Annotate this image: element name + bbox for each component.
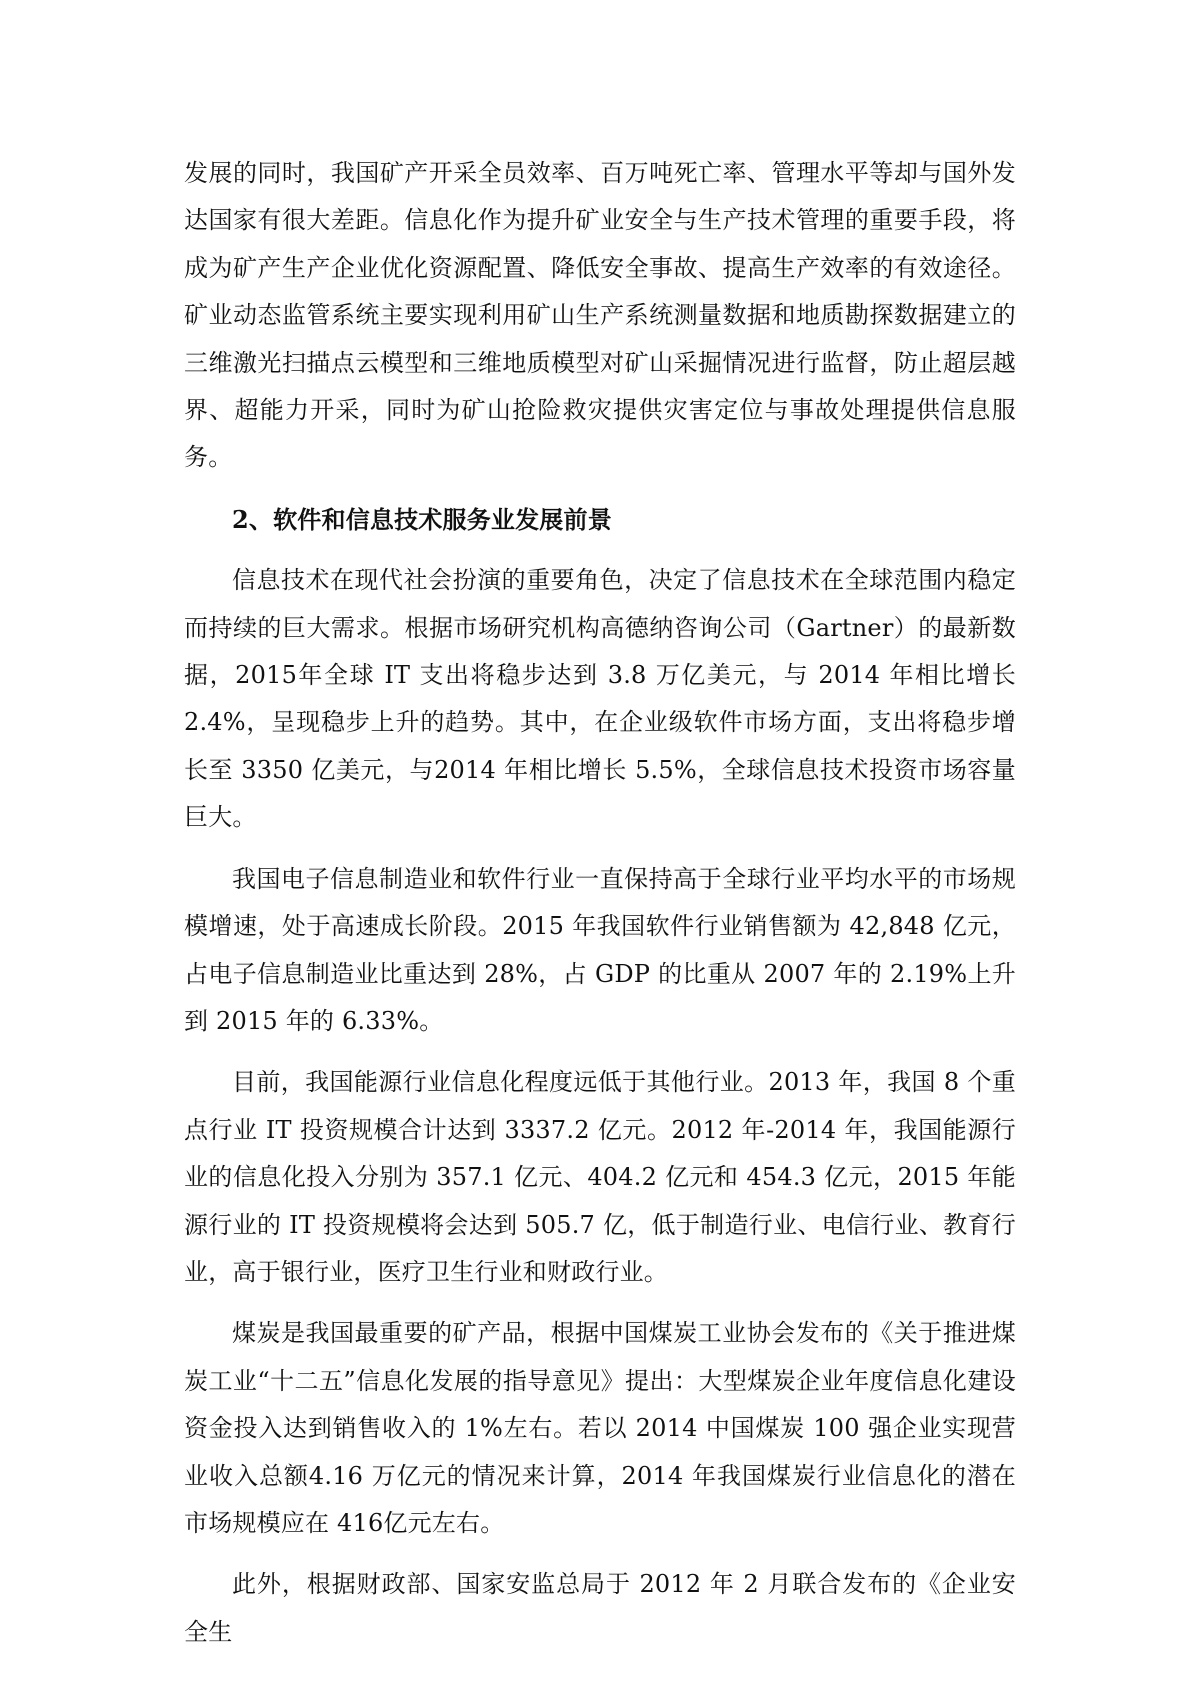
paragraph-global-it-spending: 信息技术在现代社会扮演的重要角色，决定了信息技术在全球范围内稳定而持续的巨大需求。根据市场研究机构高德纳咨询公司（Gartner）的最新数据，2015年全球 IT 支出将稳步达到 3.8 万亿美元，与 2014 年相比增长 2.4%，呈现稳步上升的趋势。其中，在企业级软件市场方面，支出将稳步增长至 3350 亿美元，与2014 年相比增长 5.5%，全球信息技术投资市场容量巨大。: [184, 566, 1016, 832]
paragraph-mining-informatization: 发展的同时，我国矿产开采全员效率、百万吨死亡率、管理水平等却与国外发达国家有很大差距。信息化作为提升矿业安全与生产技术管理的重要手段，将成为矿产生产企业优化资源配置、降低安全事故、提高生产效率的有效途径。矿业动态监管系统主要实现利用矿山生产系统测量数据和地质勘探数据建立的三维激光扫描点云模型和三维地质模型对矿山采掘情况进行监督，防止超层越界、超能力开采，同时为矿山抢险救灾提供灾害定位与事故处理提供信息服务。: [184, 159, 1016, 472]
paragraph-safety-regulation: 此外，根据财政部、国家安监总局于 2012 年 2 月联合发布的《企业安全生: [184, 1570, 1016, 1646]
paragraph-china-software-industry: 我国电子信息制造业和软件行业一直保持高于全球行业平均水平的市场规模增速，处于高速成长阶段。2015 年我国软件行业销售额为 42,848 亿元，占电子信息制造业比重达到 28%，占 GDP 的比重从 2007 年的 2.19%上升到 2015 年的 6.33%。: [184, 864, 1016, 1035]
paragraph-energy-it-investment: 目前，我国能源行业信息化程度远低于其他行业。2013 年，我国 8 个重点行业 IT 投资规模合计达到 3337.2 亿元。2012 年-2014 年，我国能源行业的信息化投入分别为 357.1 亿元、404.2 亿元和 454.3 亿元，2015 年能源行业的 IT 投资规模将会达到 505.7 亿，低于制造行业、电信行业、教育行业，高于银行业，医疗卫生行业和财政行业。: [184, 1068, 1016, 1286]
section-heading-software-it-services: 2、软件和信息技术服务业发展前景: [232, 504, 612, 534]
document-page: [184, 150, 1016, 1656]
paragraph-coal-informatization: 煤炭是我国最重要的矿产品，根据中国煤炭工业协会发布的《关于推进煤炭工业“十二五”信息化发展的指导意见》提出：大型煤炭企业年度信息化建设资金投入达到销售收入的 1%左右。若以 2014 中国煤炭 100 强企业实现营业收入总额4.16 万亿元的情况来计算，2014 年我国煤炭行业信息化的潜在市场规模应在 416亿元左右。: [184, 1319, 1016, 1537]
